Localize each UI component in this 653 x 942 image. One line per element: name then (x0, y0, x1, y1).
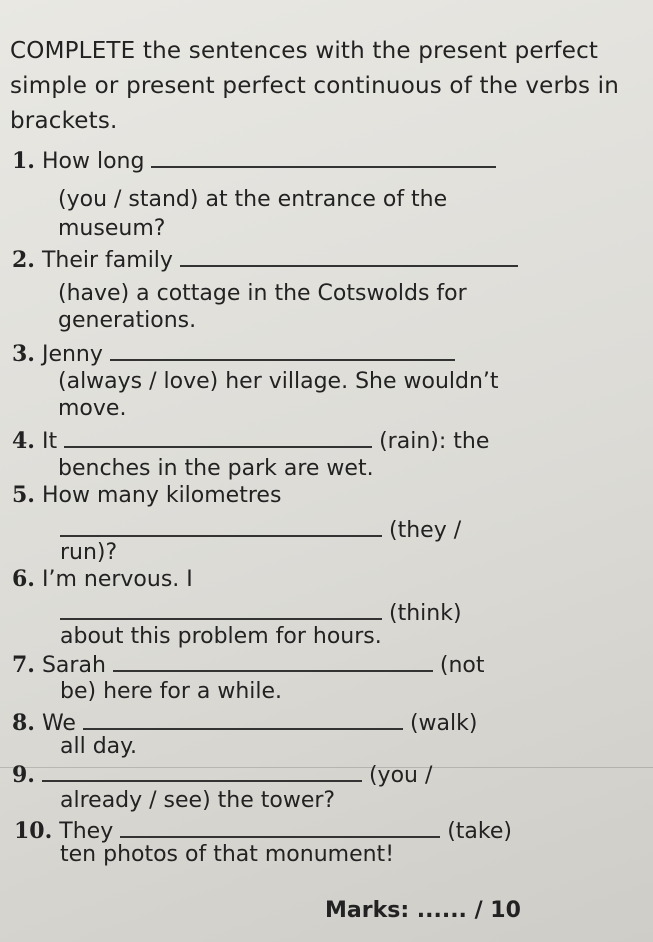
item-7-line-1 (12, 650, 485, 679)
item-text: How long (41, 149, 145, 174)
item-2-line-1 (12, 245, 518, 274)
item-9-line-1 (12, 760, 432, 789)
item-2-line-3: generations. (58, 308, 197, 333)
item-number: 9. (12, 762, 35, 788)
item-number: 3. (12, 341, 35, 367)
marks-total: Marks: ...... / 10 (325, 898, 521, 923)
item-text: (think) (389, 601, 462, 626)
item-text: How many kilometres (41, 483, 282, 508)
item-text: (rain): the (379, 429, 490, 454)
item-6-line-3: about this problem for hours. (60, 624, 382, 649)
answer-blank[interactable] (83, 708, 403, 730)
item-number: 7. (12, 652, 35, 678)
item-text: (walk) (409, 711, 478, 736)
answer-blank[interactable] (180, 245, 518, 267)
item-10-line-2: ten photos of that monument! (60, 842, 395, 867)
item-4-line-1 (12, 426, 489, 455)
answer-blank[interactable] (120, 816, 440, 838)
item-3-line-1 (12, 339, 455, 368)
item-9-line-2: already / see) the tower? (60, 788, 336, 813)
item-1-line-1 (12, 146, 496, 175)
item-1-line-2: (you / stand) at the entrance of the (58, 187, 448, 212)
item-text: Their family (41, 248, 173, 273)
item-text: (take) (447, 819, 512, 844)
answer-blank[interactable] (60, 598, 382, 620)
item-1-line-3: museum? (58, 216, 166, 241)
item-number: 6. (12, 566, 35, 592)
item-7-line-2: be) here for a while. (60, 679, 283, 704)
item-text: They (59, 819, 114, 844)
instructions: COMPLETE the sentences with the present perfect simple or present perfect continuous of the verbs in brackets. (10, 38, 620, 134)
answer-blank[interactable] (113, 650, 433, 672)
item-number: 2. (12, 247, 35, 273)
item-number: 1. (12, 148, 35, 174)
answer-blank[interactable] (64, 426, 372, 448)
item-text: I’m nervous. I (41, 567, 193, 592)
item-text: Sarah (41, 653, 106, 678)
item-text: It (41, 429, 58, 454)
answer-blank[interactable] (151, 146, 496, 168)
item-6-line-1 (12, 566, 193, 593)
answer-blank[interactable] (60, 515, 382, 537)
item-text: We (41, 711, 76, 736)
item-number: 5. (12, 482, 35, 508)
item-3-line-2: (always / love) her village. She wouldn’t (58, 369, 499, 394)
item-text: (they / (389, 518, 462, 543)
item-text: (not (439, 653, 485, 678)
item-number: 10. (14, 818, 53, 844)
item-2-line-2: (have) a cottage in the Cotswolds for (58, 281, 467, 306)
item-5-line-1 (12, 482, 281, 509)
item-5-line-2 (60, 515, 461, 544)
item-number: 4. (12, 428, 35, 454)
item-5-line-3: run)? (60, 540, 118, 565)
item-number: 8. (12, 710, 35, 736)
answer-blank[interactable] (42, 760, 362, 782)
item-text: Jenny (41, 342, 103, 367)
item-8-line-2: all day. (60, 734, 138, 759)
answer-blank[interactable] (110, 339, 455, 361)
item-3-line-3: move. (58, 396, 127, 421)
item-4-line-2: benches in the park are wet. (58, 456, 374, 481)
item-text: (you / (368, 763, 433, 788)
